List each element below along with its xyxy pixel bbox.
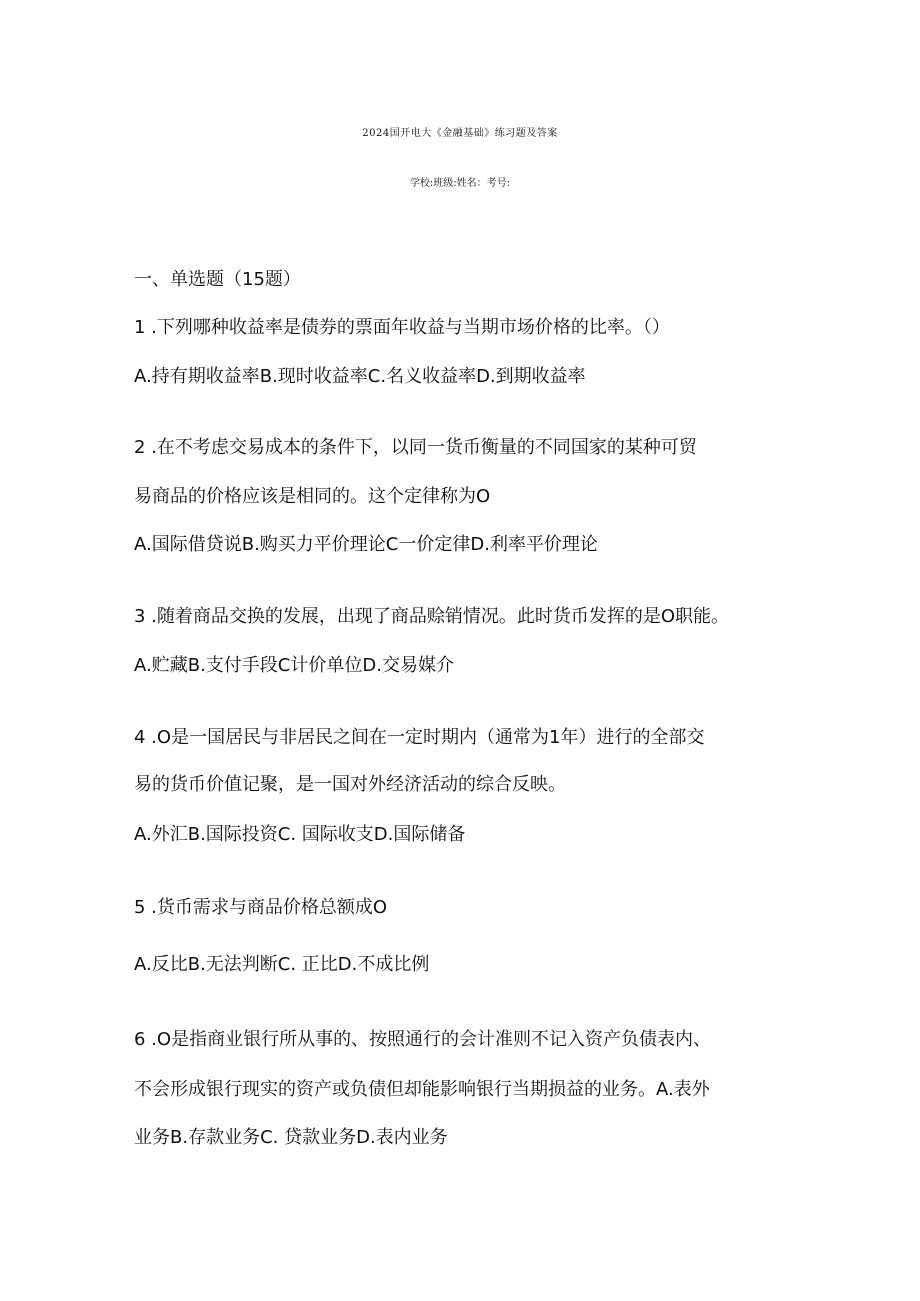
question-4-text-line-1: 4 .O是一国居民与非居民之间在一定时期内（通常为1年）进行的全部交 bbox=[134, 727, 705, 748]
question-2-text-line-2: 易商品的价格应该是相同的。这个定律称为O bbox=[134, 486, 491, 507]
document-title: 2024国开电大《金融基础》练习题及答案 bbox=[362, 128, 558, 139]
section-heading: 一、单选题（15题） bbox=[134, 269, 301, 290]
question-2-text-line-1: 2 .在不考虑交易成本的条件下，以同一货币衡量的不同国家的某种可贸 bbox=[134, 437, 697, 458]
question-3-options: A.贮藏B.支付手段C计价单位D.交易媒介 bbox=[134, 655, 454, 676]
question-1-text: 1 .下列哪种收益率是债券的票面年收益与当期市场价格的比率。（） bbox=[134, 317, 670, 338]
question-5-options: A.反比B.无法判断C. 正比D.不成比例 bbox=[134, 954, 430, 975]
question-6-text-line-2: 不会形成银行现实的资产或负债但却能影响银行当期损益的业务。A.表外 bbox=[134, 1079, 710, 1100]
question-6-text-line-3: 业务B.存款业务C. 贷款业务D.表内业务 bbox=[134, 1127, 448, 1148]
question-1-options: A.持有期收益率B.现时收益率C.名义收益率D.到期收益率 bbox=[134, 366, 586, 387]
document-subtitle: 学校:班级:姓名：考号: bbox=[409, 178, 511, 189]
question-5-text: 5 .货币需求与商品价格总额成O bbox=[134, 897, 388, 918]
question-2-options: A.国际借贷说B.购买力平价理论C一价定律D.利率平价理论 bbox=[134, 534, 598, 555]
question-3-text: 3 .随着商品交换的发展，出现了商品赊销情况。此时货币发挥的是O职能。 bbox=[134, 606, 730, 627]
question-4-text-line-2: 易的货币价值记聚，是一国对外经济活动的综合反映。 bbox=[134, 774, 566, 795]
question-4-options: A.外汇B.国际投资C. 国际收支D.国际储备 bbox=[134, 824, 466, 845]
question-6-text-line-1: 6 .O是指商业银行所从事的、按照通行的会计准则不记入资产负债表内、 bbox=[134, 1029, 712, 1050]
